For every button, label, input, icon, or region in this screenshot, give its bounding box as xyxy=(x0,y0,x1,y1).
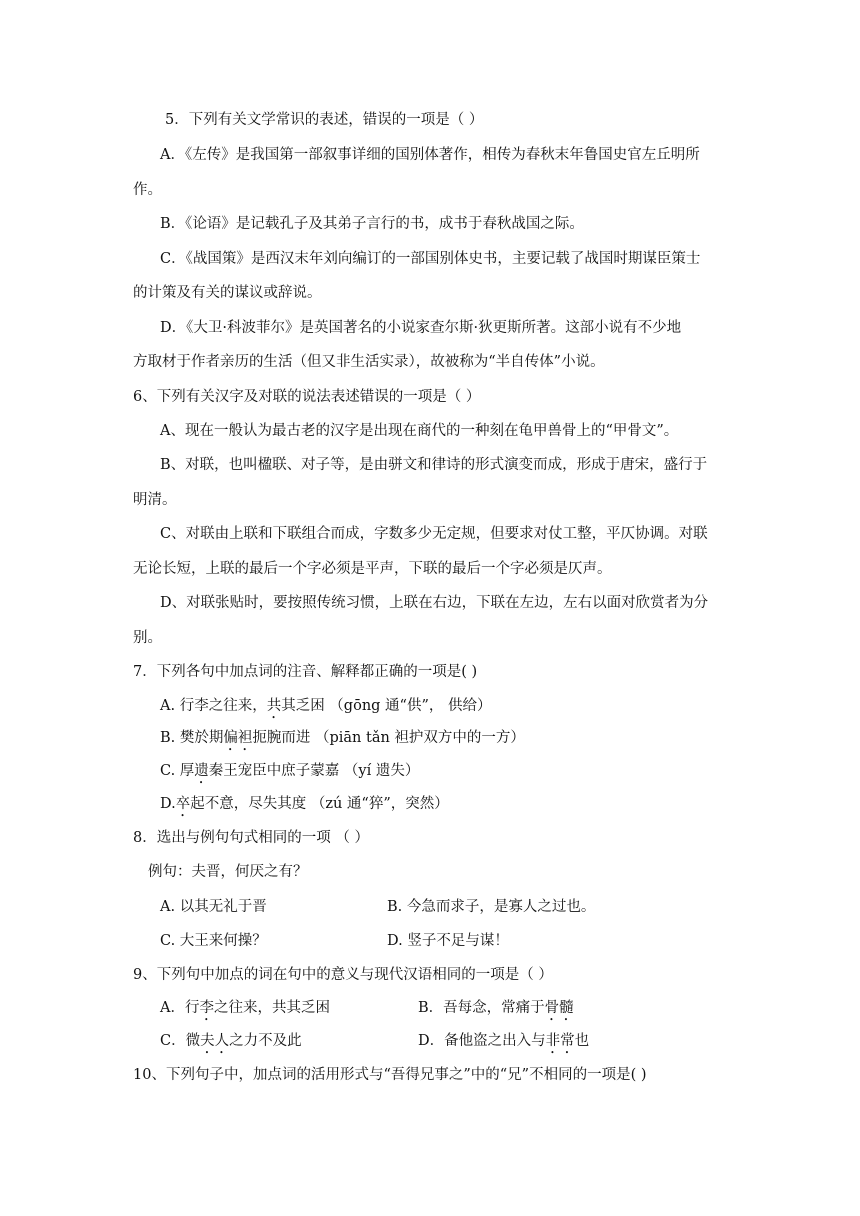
option-text: 其乏困 （gōng 通“供”， 供给） xyxy=(281,698,492,714)
option-text: 扼腕而进 （piān tǎn 袒护双方中的一方） xyxy=(252,730,525,746)
question-8-example: 例句：夫晋，何厌之有？ xyxy=(148,864,308,880)
option-text: 之往来，共其乏困 xyxy=(213,1000,330,1016)
question-7-option-d xyxy=(160,794,449,820)
question-5-option-d-line2: 方取材于作者亲历的生活（但又非生活实录），故被称为“半自传体”小说。 xyxy=(133,354,605,370)
dotted-word: 夫人 xyxy=(200,1033,230,1049)
question-6-option-c-line1: C、对联由上联和下联组合而成，字数多少无定规，但要求对仗工整，平仄协调。对联 xyxy=(160,526,708,542)
question-5-option-a-line1: A．《左传》是我国第一部叙事详细的国别体著作，相传为春秋末年鲁国史官左丘明所 xyxy=(160,147,700,163)
dotted-word: 遗 xyxy=(194,763,209,779)
question-9-option-c xyxy=(160,1031,302,1057)
option-text: B．吾每念，常痛于 xyxy=(418,1000,545,1016)
dotted-word: 李 xyxy=(199,1000,214,1016)
dotted-word: 偏袒 xyxy=(223,730,253,746)
question-5-option-b: B．《论语》是记载孔子及其弟子言行的书，成书于春秋战国之际。 xyxy=(160,216,584,232)
dotted-word: 骨髓 xyxy=(544,1000,574,1016)
dotted-word: 非常 xyxy=(545,1033,575,1049)
option-text: 秦王宠臣中庶子蒙嘉 （yí 遗失） xyxy=(208,763,420,779)
question-6-option-c-line2: 无论长短，上联的最后一个字必须是平声，下联的最后一个字必须是仄声。 xyxy=(133,561,612,577)
question-5-option-c-line2: 的计策及有关的谋议或辞说。 xyxy=(133,285,322,301)
question-9-stem: 9、下列句中加点的词在句中的意义与现代汉语相同的一项是（ ） xyxy=(133,967,553,983)
option-text: A． xyxy=(160,1000,185,1016)
question-6-option-d-line2: 别。 xyxy=(133,630,162,646)
question-6-option-a: A、现在一般认为最古老的汉字是出现在商代的一种刻在龟甲兽骨上的“甲骨文”。 xyxy=(160,423,679,439)
question-5-stem: 5．下列有关文学常识的表述，错误的一项是（ ） xyxy=(165,112,484,128)
option-text: 也 xyxy=(574,1033,590,1049)
question-7-stem: 7．下列各句中加点词的注音、解释都正确的一项是( ) xyxy=(133,664,478,680)
question-5-option-c-line1: C．《战国策》是西汉末年刘向编订的一部国别体史书，主要记载了战国时期谋臣策士 xyxy=(160,251,701,267)
option-text: D．备他盗之出入与 xyxy=(418,1033,546,1049)
option-text: 行 xyxy=(184,1000,200,1016)
dotted-word: 卒 xyxy=(175,796,191,812)
option-text: C．微 xyxy=(160,1033,201,1049)
option-text: D. xyxy=(160,796,176,812)
option-text: C. 厚 xyxy=(160,763,195,779)
question-9-option-a xyxy=(160,998,330,1024)
question-8-option-d: D. 竖子不足与谋！ xyxy=(387,933,509,949)
option-text: 起不意，尽失其度 （zú 通“猝”，突然） xyxy=(190,796,449,812)
question-5-option-a-line2: 作。 xyxy=(133,182,162,198)
option-text: 之力不及此 xyxy=(229,1033,302,1049)
question-6-stem: 6、下列有关汉字及对联的说法表述错误的一项是（ ） xyxy=(133,389,481,405)
question-8-option-a: A. 以其无礼于晋 xyxy=(160,899,267,915)
question-10-stem: 10、下列句子中，加点词的活用形式与“吾得兄事之”中的“兄”不相同的一项是( ) xyxy=(133,1067,647,1083)
dotted-word: 共 xyxy=(266,698,282,714)
question-9-option-b xyxy=(418,998,574,1024)
question-7-option-b xyxy=(160,728,525,754)
question-9-option-d xyxy=(418,1031,589,1057)
option-text: B. 樊於期 xyxy=(160,730,224,746)
question-5-option-d-line1: D．《大卫·科波菲尔》是英国著名的小说家查尔斯·狄更斯所著。这部小说有不少地 xyxy=(160,320,682,336)
question-8-stem: 8．选出与例句句式相同的一项 （ ） xyxy=(133,830,369,846)
question-7-option-c xyxy=(160,761,419,787)
option-text: A. 行李之往来， xyxy=(160,698,267,714)
question-6-option-b-line1: B、对联，也叫楹联、对子等，是由骈文和律诗的形式演变而成，形成于唐宋，盛行于 xyxy=(160,457,708,473)
question-8-option-c: C. 大王来何操？ xyxy=(160,933,267,949)
question-6-option-d-line1: D、对联张贴时，要按照传统习惯，上联在右边，下联在左边，左右以面对欣赏者为分 xyxy=(160,595,709,611)
question-7-option-a xyxy=(160,696,492,722)
question-8-option-b: B. 今急而求子，是寡人之过也。 xyxy=(387,899,596,915)
question-6-option-b-line2: 明清。 xyxy=(133,492,177,508)
